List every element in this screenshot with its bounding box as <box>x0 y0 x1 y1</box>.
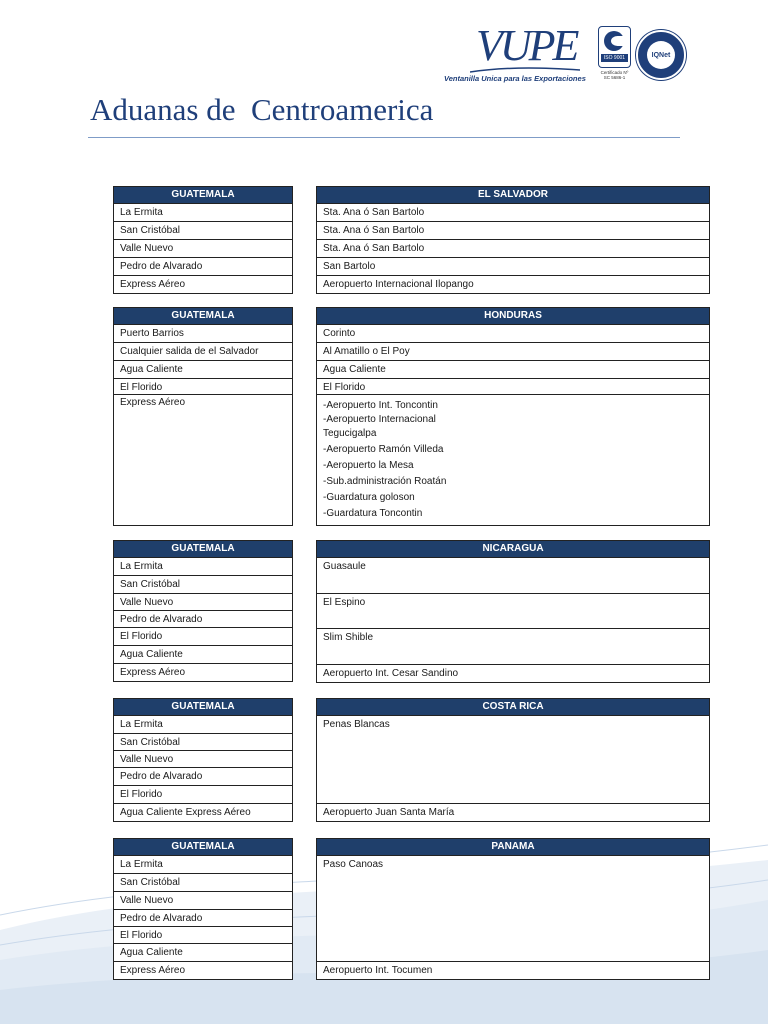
table-row: La Ermita <box>114 716 292 734</box>
guatemala-table-nicaragua <box>113 540 293 682</box>
table-row: San Cristóbal <box>114 576 292 594</box>
table-row: San Bartolo <box>317 258 709 276</box>
table-row: Aeropuerto Int. Cesar Sandino <box>323 668 459 679</box>
table-row: Paso Canoas <box>317 856 709 962</box>
table-row: Aeropuerto Int. Tocumen <box>323 965 433 976</box>
guatemala-table-honduras <box>113 307 293 526</box>
list-item: -Aeropuerto Internacional <box>323 414 436 425</box>
table-row: El Florido <box>114 628 292 646</box>
table-row: La Ermita <box>114 856 292 874</box>
honduras-table <box>316 307 710 526</box>
cert-iso-label: ISO 9001 <box>601 54 628 62</box>
table-row: Express Aéreo <box>120 965 186 976</box>
panama-table <box>316 838 710 980</box>
table-header: GUATEMALA <box>114 308 292 325</box>
guatemala-table-costa-rica <box>113 698 293 822</box>
table-row: Pedro de Alvarado <box>114 910 292 927</box>
table-row: El Florido <box>114 379 292 395</box>
costa-rica-table <box>316 698 710 822</box>
table-row: Slim Shible <box>317 629 709 665</box>
table-row: Agua Caliente <box>114 944 292 962</box>
iso-certification-badge <box>598 26 631 88</box>
table-row: Express Aéreo <box>120 667 186 678</box>
iqnet-label: IQNet <box>651 51 671 59</box>
table-row: Valle Nuevo <box>114 594 292 611</box>
list-item: -Sub.administración Roatán <box>323 476 447 487</box>
list-item: -Aeropuerto la Mesa <box>323 460 414 471</box>
table-row: San Cristóbal <box>114 734 292 751</box>
table-row: Al Amatillo o El Poy <box>317 343 709 361</box>
table-row: Agua Caliente Express Aéreo <box>120 807 251 818</box>
guatemala-table-panama <box>113 838 293 980</box>
table-row: Agua Caliente <box>114 646 292 664</box>
table-row: Agua Caliente <box>317 361 709 379</box>
table-row: San Cristóbal <box>114 222 292 240</box>
vupe-logo <box>440 22 590 88</box>
list-item: -Guardatura goloson <box>323 492 415 503</box>
guatemala-table-el-salvador <box>113 186 293 294</box>
logo-tagline: Ventanilla Unica para las Exportaciones <box>444 74 586 83</box>
table-row: Sta. Ana ó San Bartolo <box>317 222 709 240</box>
table-header: GUATEMALA <box>114 187 292 204</box>
table-row: Valle Nuevo <box>114 892 292 910</box>
table-row: El Florido <box>114 927 292 944</box>
table-row: El Florido <box>317 379 709 395</box>
table-row: San Cristóbal <box>114 874 292 892</box>
table-header: HONDURAS <box>317 308 709 325</box>
table-header: NICARAGUA <box>317 541 709 558</box>
table-row: El Espino <box>317 594 709 629</box>
list-item: -Aeropuerto Ramón Villeda <box>323 444 444 455</box>
table-row: La Ermita <box>114 204 292 222</box>
table-row: Express Aéreo <box>120 279 186 290</box>
iqnet-seal <box>636 30 686 80</box>
vupe-logo-text: VUPE <box>476 21 577 70</box>
table-row: Valle Nuevo <box>114 751 292 768</box>
table-row: Pedro de Alvarado <box>114 611 292 628</box>
table-header: EL SALVADOR <box>317 187 709 204</box>
el-salvador-table <box>316 186 710 294</box>
certification-c-icon <box>604 31 624 51</box>
page-title: Aduanas de Centroamerica <box>90 92 434 127</box>
table-header: GUATEMALA <box>114 699 292 716</box>
table-row: Express Aéreo <box>120 397 186 408</box>
table-row: Sta. Ana ó San Bartolo <box>317 240 709 258</box>
table-row: Aeropuerto Internacional Ilopango <box>323 279 474 290</box>
table-row: La Ermita <box>114 558 292 576</box>
list-item: -Aeropuerto Int. Toncontin <box>323 400 438 411</box>
table-header: COSTA RICA <box>317 699 709 716</box>
table-row: Valle Nuevo <box>114 240 292 258</box>
nicaragua-table <box>316 540 710 683</box>
table-row: El Florido <box>114 786 292 804</box>
table-row: Pedro de Alvarado <box>114 258 292 276</box>
table-header: PANAMA <box>317 839 709 856</box>
table-row: Corinto <box>317 325 709 343</box>
table-row: Sta. Ana ó San Bartolo <box>317 204 709 222</box>
table-row: Agua Caliente <box>114 361 292 379</box>
table-row: Guasaule <box>317 558 709 594</box>
table-row: Cualquier salida de el Salvador <box>114 343 292 361</box>
honduras-airports-cell <box>317 395 709 525</box>
table-header: GUATEMALA <box>114 541 292 558</box>
table-row: Pedro de Alvarado <box>114 768 292 786</box>
cert-caption: Certificado Nº SC 5686-1 <box>600 70 629 80</box>
table-row: Aeropuerto Juan Santa María <box>323 807 455 818</box>
table-row: Puerto Barrios <box>114 325 292 343</box>
list-item: Tegucigalpa <box>323 428 377 439</box>
title-divider <box>88 137 680 138</box>
logo-swoosh-icon <box>470 66 580 74</box>
table-row: Penas Blancas <box>317 716 709 804</box>
table-header: GUATEMALA <box>114 839 292 856</box>
list-item: -Guardatura Toncontin <box>323 508 423 519</box>
